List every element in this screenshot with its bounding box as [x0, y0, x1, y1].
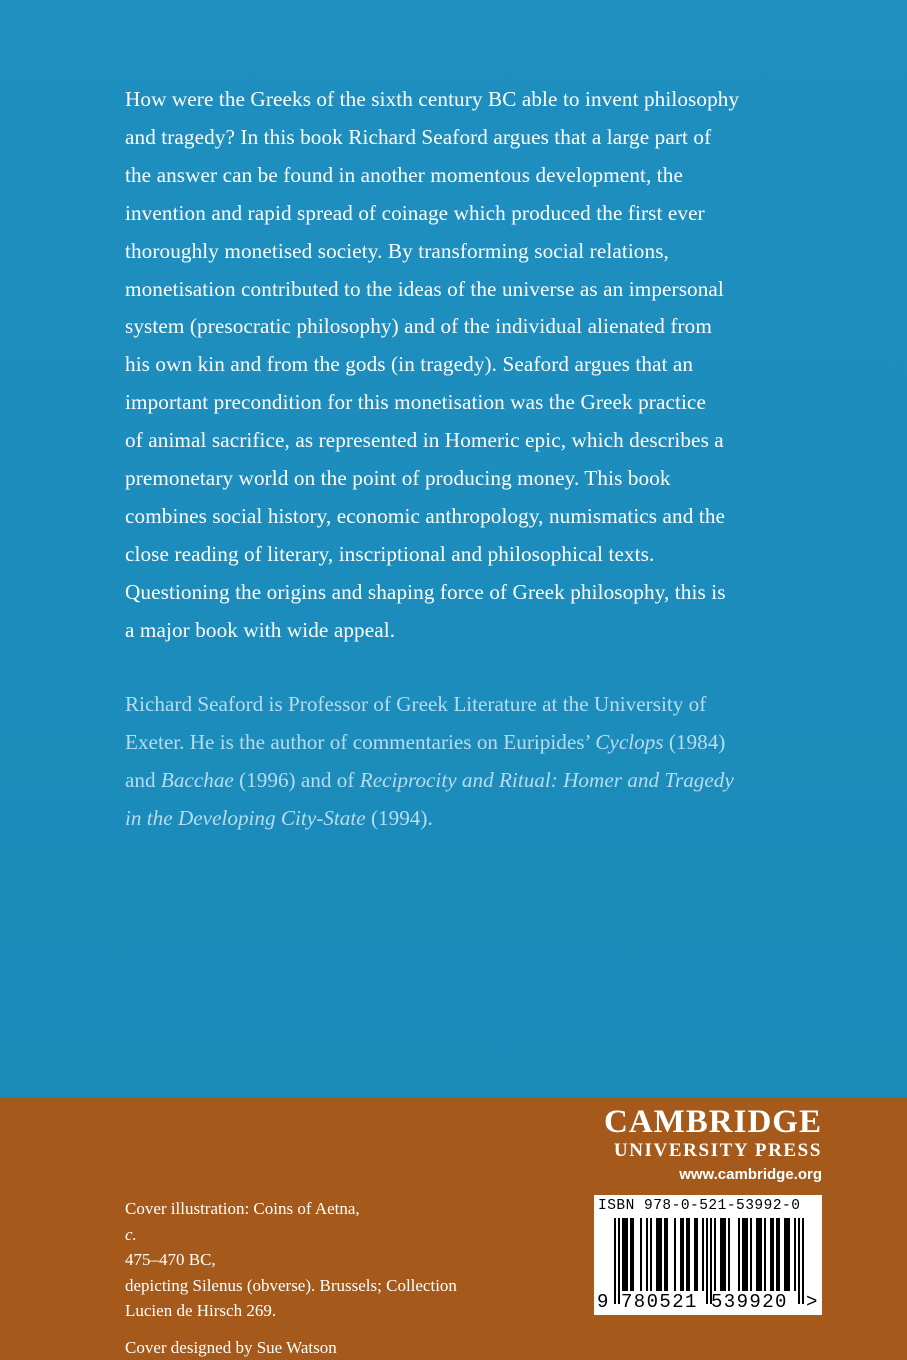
barcode-bar — [646, 1218, 648, 1291]
barcode-bar — [770, 1218, 772, 1291]
bio-text: Exeter. He is the author of commentaries on Euripides’ — [125, 729, 596, 754]
designer-credit: Cover designed by Sue Watson — [125, 1337, 337, 1357]
credit-text: Cover illustration: Coins of Aetna, — [125, 1199, 360, 1218]
credit-line — [125, 1196, 525, 1273]
book-title-bacchae: Bacchae — [160, 767, 234, 792]
bio-text: (1996) and of — [233, 767, 360, 792]
barcode-bar — [688, 1218, 690, 1291]
description-line: important precondition for this monetisation was the Greek practice — [125, 390, 706, 415]
description-line: system (presocratic philosophy) and of the individual alienated from — [125, 314, 712, 339]
description-line: premonetary world on the point of producing money. This book — [125, 466, 671, 491]
barcode-bar — [746, 1218, 748, 1291]
barcode-bar — [658, 1218, 660, 1291]
barcode-bar — [784, 1218, 786, 1291]
barcode-bar — [756, 1218, 758, 1291]
description-line: invention and rapid spread of coinage which produced the first ever — [125, 200, 705, 225]
description-line: thoroughly monetised society. By transforming social relations, — [125, 238, 669, 263]
barcode-bar — [696, 1218, 698, 1291]
cover-credits — [125, 1196, 525, 1360]
book-description — [125, 81, 805, 650]
barcode-quiet-zone-arrow: > — [806, 1291, 818, 1313]
bio-text: (1994). — [365, 805, 433, 830]
description-line: How were the Greeks of the sixth century BC able to invent philosophy — [125, 87, 740, 111]
barcode-bar — [674, 1218, 676, 1291]
barcode-bar — [666, 1218, 668, 1291]
bio-text: and — [125, 767, 161, 792]
description-line: of animal sacrifice, as represented in Homeric epic, which describes a — [125, 428, 724, 453]
barcode-bar — [764, 1218, 766, 1291]
barcode-bar — [786, 1218, 788, 1291]
barcode-bar — [776, 1218, 778, 1291]
barcode-bar — [794, 1218, 796, 1291]
book-title-reciprocity-continued: in the Developing City-State — [125, 805, 366, 830]
barcode-bar — [788, 1218, 790, 1291]
publisher-press: UNIVERSITY PRESS — [613, 1140, 822, 1161]
barcode-bar — [624, 1218, 626, 1291]
barcode-bar — [622, 1218, 624, 1291]
description-line: the answer can be found in another momentous development, the — [125, 162, 683, 187]
barcode-right-group: 539920 — [711, 1291, 788, 1313]
barcode-bar — [650, 1218, 652, 1291]
description-line: Questioning the origins and shaping force of Greek philosophy, this is — [125, 579, 726, 604]
description-line: monetisation contributed to the ideas of the universe as an impersonal — [125, 276, 724, 301]
author-bio — [125, 686, 805, 838]
bio-line — [125, 686, 805, 724]
barcode-bar — [758, 1218, 760, 1291]
bio-text: (1984) — [663, 729, 726, 754]
publisher-name: CAMBRIDGE — [603, 1104, 822, 1140]
barcode-bar — [738, 1218, 740, 1291]
description-line: combines social history, economic anthropology, numismatics and the — [125, 503, 726, 528]
barcode-bar — [724, 1218, 726, 1291]
barcode-first-digit: 9 — [597, 1291, 609, 1313]
book-title-cyclops: Cyclops — [595, 729, 664, 754]
credit-circa: c. — [125, 1224, 137, 1244]
barcode-bar — [664, 1218, 666, 1291]
description-line: close reading of literary, inscriptional and philosophical texts. — [125, 541, 655, 566]
credit-line: Lucien de Hirsch 269. — [125, 1301, 277, 1320]
credit-text: 475–470 BC, — [125, 1250, 216, 1269]
bio-text: Richard Seaford is Professor of Greek Literature at the University of — [125, 692, 707, 716]
barcode-bar — [720, 1218, 722, 1291]
barcode-bar — [742, 1218, 744, 1291]
isbn-barcode — [594, 1195, 822, 1315]
barcode-bar — [750, 1218, 752, 1291]
barcode-bar — [714, 1218, 716, 1291]
barcode-bar — [728, 1218, 730, 1291]
barcode-bar — [702, 1218, 704, 1291]
barcode-bar — [760, 1218, 762, 1291]
barcode-bar — [656, 1218, 658, 1291]
barcode-bar — [722, 1218, 724, 1291]
description-line: and tragedy? In this book Richard Seaford argues that a large part of — [125, 124, 712, 149]
barcode-bar — [778, 1218, 780, 1291]
description-line: a major book with wide appeal. — [125, 617, 396, 642]
barcode-bar — [640, 1218, 642, 1291]
barcode-bar — [626, 1218, 628, 1291]
barcode-left-group: 780521 — [621, 1291, 698, 1313]
description-line: his own kin and from the gods (in tragedy). Seaford argues that an — [125, 352, 694, 377]
barcode-bar — [772, 1218, 774, 1291]
barcode-bar — [630, 1218, 632, 1291]
barcode-bar — [660, 1218, 662, 1291]
barcode-bar — [694, 1218, 696, 1291]
publisher-logo — [604, 1104, 822, 1186]
isbn-label: ISBN 978-0-521-53992-0 — [598, 1198, 801, 1214]
bio-line — [125, 724, 805, 762]
book-title-reciprocity: Reciprocity and Ritual: Homer and Tragedy — [359, 767, 734, 792]
barcode-bar — [680, 1218, 682, 1291]
barcode-bar — [686, 1218, 688, 1291]
barcode-bar — [682, 1218, 684, 1291]
barcode-bar — [744, 1218, 746, 1291]
credit-line: depicting Silenus (obverse). Brussels; Collection — [125, 1275, 457, 1295]
bio-line — [125, 800, 805, 838]
barcode-digits — [594, 1291, 822, 1313]
barcode-bar — [632, 1218, 634, 1291]
bio-line — [125, 762, 805, 800]
publisher-url: www.cambridge.org — [679, 1166, 822, 1183]
